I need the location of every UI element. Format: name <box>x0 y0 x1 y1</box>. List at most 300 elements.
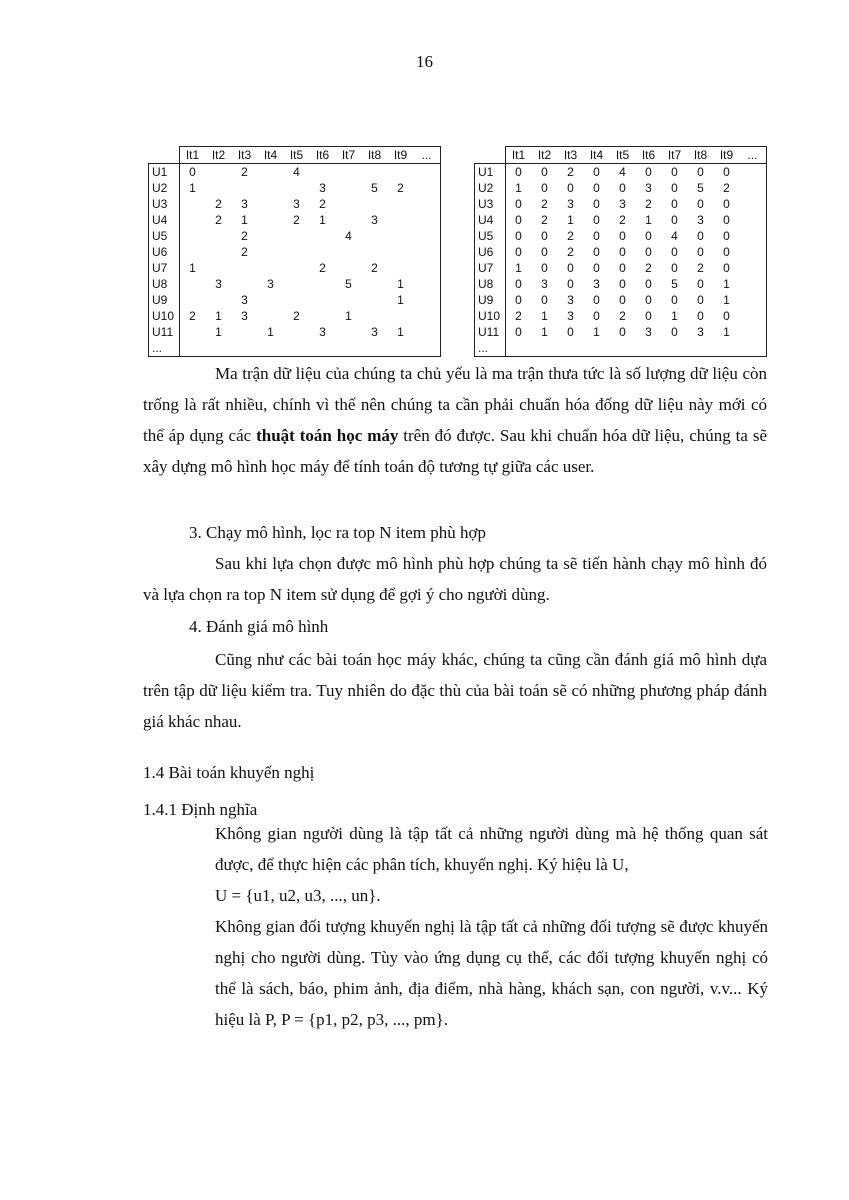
matrix-cell: 0 <box>593 229 600 243</box>
row-header: U6 <box>475 244 506 260</box>
matrix-cell: 0 <box>619 261 626 275</box>
matrix-cell <box>610 340 636 357</box>
matrix-cell: 3 <box>567 309 574 323</box>
matrix-cell: 1 <box>515 261 522 275</box>
matrix-cell: 0 <box>515 229 522 243</box>
matrix-row <box>149 324 441 340</box>
matrix-cell <box>310 228 336 244</box>
matrix-cell: 2 <box>241 165 248 179</box>
matrix-cell: 0 <box>541 229 548 243</box>
matrix-cell: 2 <box>241 245 248 259</box>
matrix-cell <box>258 180 284 196</box>
matrix-cell: 0 <box>697 293 704 307</box>
matrix-cell <box>388 340 414 357</box>
matrix-cell <box>284 180 310 196</box>
matrix-cell <box>206 292 232 308</box>
matrix-cell: 0 <box>593 309 600 323</box>
matrix-cell <box>258 164 284 181</box>
matrix-cell <box>414 228 441 244</box>
column-header: ... <box>414 147 441 164</box>
matrix-cell: 3 <box>645 325 652 339</box>
row-header: U2 <box>475 180 506 196</box>
matrix-cell: 0 <box>723 261 730 275</box>
matrix-cell: 0 <box>567 325 574 339</box>
matrix-cell: 1 <box>397 293 404 307</box>
matrix-cell: 0 <box>619 325 626 339</box>
matrix-row <box>149 292 441 308</box>
matrix-cell <box>336 324 362 340</box>
matrix-row <box>149 308 441 324</box>
matrix-cell <box>414 180 441 196</box>
matrix-cell: 1 <box>593 325 600 339</box>
matrix-cell <box>284 244 310 260</box>
matrix-cell: 0 <box>723 229 730 243</box>
matrix-cell <box>740 212 767 228</box>
matrix-cell: 3 <box>371 213 378 227</box>
column-header: It1 <box>179 147 206 164</box>
matrix-cell <box>232 260 258 276</box>
matrix-row <box>475 276 767 292</box>
matrix-cell <box>414 260 441 276</box>
matrix-cell <box>336 260 362 276</box>
matrix-cell: 0 <box>515 213 522 227</box>
matrix-cell <box>414 324 441 340</box>
subsection-title: 1.4.1 Định nghĩa <box>143 800 258 819</box>
matrix-row <box>149 196 441 212</box>
matrix-cell: 0 <box>697 277 704 291</box>
matrix-cell <box>179 340 206 357</box>
matrix-cell: 0 <box>723 309 730 323</box>
matrix-cell <box>179 324 206 340</box>
matrix-cell: 1 <box>671 309 678 323</box>
matrix-cell: 3 <box>267 277 274 291</box>
user-set-notation: U = {u1, u2, u3, ..., un}. <box>215 886 381 905</box>
matrix-cell: 0 <box>541 261 548 275</box>
matrix-cell: 2 <box>293 309 300 323</box>
row-header: U4 <box>475 212 506 228</box>
matrix-cell: 5 <box>697 181 704 195</box>
matrix-cell <box>414 276 441 292</box>
matrix-cell <box>388 260 414 276</box>
matrix-cell <box>362 164 388 181</box>
matrix-cell: 3 <box>645 181 652 195</box>
matrix-cell <box>362 308 388 324</box>
matrix-row <box>149 212 441 228</box>
matrix-cell <box>740 244 767 260</box>
matrix-cell: 3 <box>593 277 600 291</box>
matrix-cell <box>336 244 362 260</box>
matrix-cell <box>258 244 284 260</box>
matrix-cell: 2 <box>241 229 248 243</box>
matrix-cell <box>336 292 362 308</box>
matrix-cell: 3 <box>241 309 248 323</box>
matrix-cell: 3 <box>619 197 626 211</box>
matrix-cell: 2 <box>189 309 196 323</box>
matrix-cell: 1 <box>397 277 404 291</box>
column-header: It8 <box>688 147 714 164</box>
matrix-cell <box>284 292 310 308</box>
matrix-cell <box>284 324 310 340</box>
matrix-cell: 3 <box>241 197 248 211</box>
matrix-cell <box>179 212 206 228</box>
row-header: U1 <box>149 164 180 181</box>
matrix-cell <box>414 164 441 181</box>
page-number: 16 <box>416 52 433 71</box>
column-header: It5 <box>284 147 310 164</box>
matrix-cell <box>336 180 362 196</box>
matrix-cell: 0 <box>515 277 522 291</box>
matrix-row <box>475 164 767 181</box>
matrix-cell: 1 <box>345 309 352 323</box>
matrix-cell <box>740 180 767 196</box>
matrix-cell <box>740 164 767 181</box>
row-header: U11 <box>149 324 180 340</box>
column-header: It7 <box>336 147 362 164</box>
matrix-cell: 2 <box>567 229 574 243</box>
matrix-cell <box>362 228 388 244</box>
matrix-cell: 0 <box>189 165 196 179</box>
row-header: U5 <box>149 228 180 244</box>
definition-item-space: Không gian đối tượng khuyến nghị là tập tất cả những đối tượng sẽ được khuyến nghị cho người dùng. Tùy vào ứng dụng cụ thể, các đối tượng khuyến nghị có thể là sách, báo, phim ảnh, địa điểm, nhà hàng, khách sạn, con người, v.v... Ký hiệu là P, P = {p1, p2, p3, ..., pm}. <box>215 917 768 1029</box>
matrix-cell: 0 <box>515 293 522 307</box>
matrix-cell: 0 <box>593 245 600 259</box>
matrix-cell <box>414 244 441 260</box>
matrix-row <box>475 180 767 196</box>
matrix-cell: 0 <box>723 197 730 211</box>
matrix-cell <box>206 340 232 357</box>
matrix-cell: 5 <box>345 277 352 291</box>
matrix-cell <box>310 164 336 181</box>
matrix-cell: 1 <box>319 213 326 227</box>
matrix-cell <box>740 292 767 308</box>
row-header: U11 <box>475 324 506 340</box>
row-header: U3 <box>475 196 506 212</box>
matrix-row <box>475 340 767 357</box>
definition-user-space: Không gian người dùng là tập tất cả những người dùng mà hệ thống quan sát được, để thực hiện các phân tích, khuyến nghị. Ký hiệu là U, <box>215 824 768 874</box>
matrix-cell <box>206 180 232 196</box>
matrix-cell: 1 <box>215 309 222 323</box>
matrix-cell <box>310 308 336 324</box>
matrix-cell <box>584 340 610 357</box>
matrix-cell: 2 <box>215 197 222 211</box>
matrix-cell <box>636 340 662 357</box>
column-header: It6 <box>636 147 662 164</box>
matrix-cell: 0 <box>645 309 652 323</box>
matrix-cell: 3 <box>567 293 574 307</box>
matrix-cell <box>414 340 441 357</box>
matrix-cell <box>179 276 206 292</box>
matrix-cell: 5 <box>671 277 678 291</box>
matrix-cell <box>414 196 441 212</box>
matrix-cell <box>740 228 767 244</box>
column-header: It4 <box>258 147 284 164</box>
matrix-row <box>149 180 441 196</box>
matrix-row <box>475 292 767 308</box>
matrix-cell: 2 <box>645 197 652 211</box>
matrix-cell <box>388 228 414 244</box>
matrix-cell <box>336 340 362 357</box>
matrix-cell <box>740 324 767 340</box>
matrix-cell: 2 <box>541 213 548 227</box>
matrix-cell: 1 <box>267 325 274 339</box>
matrix-cell: 0 <box>567 261 574 275</box>
matrix-cell: 0 <box>593 261 600 275</box>
matrix-cell: 0 <box>593 293 600 307</box>
matrix-cell: 2 <box>541 197 548 211</box>
matrix-cell: 1 <box>723 325 730 339</box>
matrix-cell <box>662 340 688 357</box>
matrix-cell <box>232 276 258 292</box>
matrix-cell: 1 <box>397 325 404 339</box>
matrix-cell: 0 <box>593 213 600 227</box>
matrix-row <box>149 260 441 276</box>
matrix-cell: 4 <box>345 229 352 243</box>
matrix-cell <box>388 164 414 181</box>
matrix-cell: 0 <box>671 325 678 339</box>
matrix-cell: 0 <box>723 245 730 259</box>
step-3-title: 3. Chạy mô hình, lọc ra top N item phù hợp <box>189 523 487 542</box>
matrix-cell: 0 <box>697 309 704 323</box>
matrix-cell: 4 <box>671 229 678 243</box>
matrix-cell <box>232 324 258 340</box>
matrix-cell: 1 <box>189 261 196 275</box>
matrix-cell: 2 <box>215 213 222 227</box>
matrix-cell: 1 <box>567 213 574 227</box>
matrix-row <box>475 308 767 324</box>
matrix-cell: 0 <box>671 213 678 227</box>
matrix-cell: 0 <box>593 197 600 211</box>
matrix-cell: 1 <box>215 325 222 339</box>
matrix-cell <box>232 340 258 357</box>
matrix-cell <box>362 244 388 260</box>
matrix-cell: 4 <box>619 165 626 179</box>
matrix-cell: 0 <box>515 325 522 339</box>
matrix-cell: 0 <box>619 293 626 307</box>
matrix-cell <box>284 260 310 276</box>
step-4-text: Cũng như các bài toán học máy khác, chúng ta cũng cần đánh giá mô hình dựa trên tập dữ liệu kiểm tra. Tuy nhiên do đặc thù của bài toán sẽ có những phương pháp đánh giá khác nhau. <box>143 650 767 731</box>
paragraph-sparse-matrix <box>143 358 767 482</box>
matrix-cell: 0 <box>671 293 678 307</box>
matrix-cell: 3 <box>215 277 222 291</box>
matrix-cell <box>740 196 767 212</box>
row-header: U1 <box>475 164 506 181</box>
matrix-cell <box>232 180 258 196</box>
matrix-cell: 1 <box>515 181 522 195</box>
matrix-cell <box>258 196 284 212</box>
matrix-cell: 3 <box>319 325 326 339</box>
matrix-cell: 2 <box>567 245 574 259</box>
matrix-cell: 0 <box>619 245 626 259</box>
matrix-cell: 2 <box>319 197 326 211</box>
matrix-cell <box>714 340 740 357</box>
row-header: U8 <box>149 276 180 292</box>
paragraph-text-end: trên đó được. Sau khi chuẩn hóa dữ liệu, chúng ta sẽ xây dựng mô hình học máy để tính toán độ tương tự giữa các user. <box>143 426 768 476</box>
matrix-cell: 0 <box>593 181 600 195</box>
column-header: It7 <box>662 147 688 164</box>
row-header: U9 <box>475 292 506 308</box>
matrix-cell: 2 <box>397 181 404 195</box>
matrix-cell: 0 <box>619 181 626 195</box>
matrix-cell: 2 <box>567 165 574 179</box>
matrix-row <box>475 196 767 212</box>
matrix-cell: 0 <box>515 245 522 259</box>
matrix-cell <box>740 276 767 292</box>
matrix-cell: 3 <box>697 213 704 227</box>
step-3-text: Sau khi lựa chọn được mô hình phù hợp chúng ta sẽ tiến hành chạy mô hình đó và lựa chọn ra top N item sử dụng để gợi ý cho người dùng. <box>143 554 767 604</box>
matrix-row <box>475 260 767 276</box>
matrix-cell: 0 <box>645 293 652 307</box>
matrix-row <box>475 228 767 244</box>
matrix-cell <box>388 244 414 260</box>
bold-term: thuật toán học máy <box>256 426 399 445</box>
matrix-cell: 0 <box>593 165 600 179</box>
matrix-cell <box>206 244 232 260</box>
matrix-cell <box>414 308 441 324</box>
matrix-cell: 0 <box>567 277 574 291</box>
matrix-cell <box>258 340 284 357</box>
matrix-cell: 0 <box>567 181 574 195</box>
matrix-cell: 0 <box>697 197 704 211</box>
row-header: U6 <box>149 244 180 260</box>
matrix-cell <box>505 340 532 357</box>
matrix-row <box>149 228 441 244</box>
matrix-cell <box>740 308 767 324</box>
matrix-cell: 1 <box>241 213 248 227</box>
matrix-cell <box>688 340 714 357</box>
matrix-cell: 2 <box>697 261 704 275</box>
matrix-cell: 2 <box>723 181 730 195</box>
matrix-cell: 0 <box>697 165 704 179</box>
matrix-cell: 1 <box>189 181 196 195</box>
matrix-cell <box>388 212 414 228</box>
matrix-cell: 5 <box>371 181 378 195</box>
matrix-cell: 0 <box>645 229 652 243</box>
matrix-cell <box>336 196 362 212</box>
column-header: ... <box>740 147 767 164</box>
row-header: U7 <box>149 260 180 276</box>
matrix-cell <box>558 340 584 357</box>
matrix-cell: 2 <box>645 261 652 275</box>
matrix-cell: 2 <box>371 261 378 275</box>
matrix-cell: 0 <box>645 165 652 179</box>
step-4-title: 4. Đánh giá mô hình <box>189 617 329 636</box>
matrix-cell <box>310 292 336 308</box>
column-header: It9 <box>714 147 740 164</box>
row-header: U5 <box>475 228 506 244</box>
matrix-cell: 4 <box>293 165 300 179</box>
matrix-cell <box>258 292 284 308</box>
row-header: U10 <box>475 308 506 324</box>
matrix-cell: 2 <box>619 309 626 323</box>
matrix-cell: 3 <box>319 181 326 195</box>
matrix-cell <box>414 212 441 228</box>
column-header: It5 <box>610 147 636 164</box>
matrix-cell: 0 <box>697 245 704 259</box>
matrix-cell: 0 <box>645 245 652 259</box>
matrix-cell <box>362 340 388 357</box>
matrix-cell: 0 <box>671 165 678 179</box>
matrix-cell: 0 <box>515 197 522 211</box>
column-header: It9 <box>388 147 414 164</box>
matrix-cell: 0 <box>671 261 678 275</box>
matrix-cell <box>414 292 441 308</box>
matrix-cell <box>336 164 362 181</box>
filled-rating-matrix <box>474 146 767 357</box>
matrix-cell: 1 <box>541 309 548 323</box>
matrix-cell <box>336 212 362 228</box>
matrix-corner <box>475 147 506 164</box>
matrix-cell <box>179 228 206 244</box>
matrix-cell <box>532 340 558 357</box>
matrix-cell <box>310 244 336 260</box>
matrix-cell <box>179 244 206 260</box>
sparse-rating-matrix <box>148 146 441 357</box>
column-header: It2 <box>206 147 232 164</box>
matrix-cell: 0 <box>541 181 548 195</box>
matrix-cell: 0 <box>619 229 626 243</box>
matrix-cell <box>179 196 206 212</box>
matrix-row <box>475 324 767 340</box>
matrix-cell: 3 <box>371 325 378 339</box>
matrix-cell <box>740 260 767 276</box>
matrix-cell: 0 <box>671 245 678 259</box>
matrix-cell: 2 <box>619 213 626 227</box>
row-header: U3 <box>149 196 180 212</box>
matrix-cell <box>362 196 388 212</box>
matrix-cell <box>179 292 206 308</box>
row-header: U10 <box>149 308 180 324</box>
matrix-cell: 0 <box>515 165 522 179</box>
matrix-cell: 3 <box>293 197 300 211</box>
matrix-row <box>475 244 767 260</box>
matrix-cell <box>388 308 414 324</box>
matrix-row <box>149 244 441 260</box>
matrix-cell: 0 <box>671 181 678 195</box>
matrix-cell <box>388 196 414 212</box>
matrix-cell: 2 <box>515 309 522 323</box>
matrix-cell: 1 <box>723 277 730 291</box>
matrix-cell: 2 <box>319 261 326 275</box>
row-header: U4 <box>149 212 180 228</box>
matrix-cell <box>362 276 388 292</box>
matrix-cell: 0 <box>723 165 730 179</box>
matrix-cell <box>206 164 232 181</box>
section-title: 1.4 Bài toán khuyến nghị <box>143 763 315 782</box>
matrix-cell <box>258 212 284 228</box>
matrix-cell <box>258 308 284 324</box>
matrix-cell: 0 <box>671 197 678 211</box>
matrix-cell: 1 <box>541 325 548 339</box>
matrix-cell: 0 <box>723 213 730 227</box>
matrix-cell <box>310 276 336 292</box>
column-header: It2 <box>532 147 558 164</box>
matrix-cell: 1 <box>645 213 652 227</box>
matrix-cell: 0 <box>697 229 704 243</box>
column-header: It3 <box>558 147 584 164</box>
matrix-cell: 3 <box>241 293 248 307</box>
matrix-cell <box>206 260 232 276</box>
matrix-cell: 0 <box>541 293 548 307</box>
matrix-cell <box>284 228 310 244</box>
column-header: It6 <box>310 147 336 164</box>
matrix-cell <box>310 340 336 357</box>
row-header: U7 <box>475 260 506 276</box>
matrix-corner <box>149 147 180 164</box>
row-header: U8 <box>475 276 506 292</box>
row-header: ... <box>475 340 506 357</box>
matrix-cell: 2 <box>293 213 300 227</box>
column-header: It1 <box>505 147 532 164</box>
